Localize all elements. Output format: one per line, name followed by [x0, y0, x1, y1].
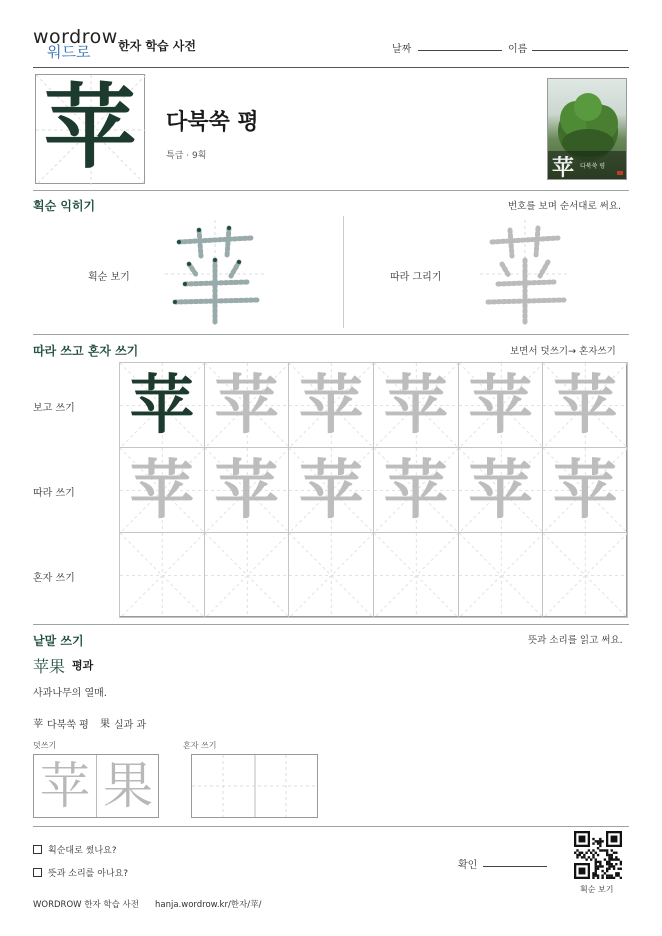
divider-1 — [33, 190, 629, 191]
practice-glyph: 苹 — [468, 453, 533, 528]
stroke-order-diagram — [165, 220, 265, 328]
practice-cell[interactable] — [458, 532, 544, 618]
main-character-box — [35, 74, 145, 184]
stroke-view-label: 획순 보기 — [88, 272, 130, 283]
word-trace-box[interactable] — [33, 754, 159, 818]
image-caption-text: 다북쑥 평 — [580, 163, 606, 170]
name-label: 이름 — [508, 44, 528, 55]
check-2-label: 뜻과 소리를 아나요? — [48, 869, 129, 879]
practice-cell[interactable] — [373, 447, 459, 533]
practice-glyph: 苹 — [553, 453, 618, 528]
practice-section-hint: 보면서 덧쓰기→ 혼자쓰기 — [510, 346, 616, 357]
date-field[interactable] — [418, 50, 502, 51]
date-label: 날짜 — [392, 44, 412, 55]
stroke-trace-box[interactable] — [480, 220, 570, 328]
practice-cell[interactable] — [119, 447, 205, 533]
practice-cell[interactable] — [542, 447, 628, 533]
practice-glyph: 苹 — [383, 453, 448, 528]
divider-3 — [33, 624, 629, 625]
stroke-section-title: 획순 익히기 — [33, 199, 96, 213]
practice-glyph: 苹 — [383, 368, 448, 443]
plant-image — [547, 78, 627, 180]
grade-strokes: 특급 · 9획 — [166, 151, 207, 161]
logo-wordrow: wordrow — [33, 26, 118, 48]
image-badge — [617, 171, 623, 175]
cell-guide — [289, 533, 374, 618]
practice-cell[interactable] — [119, 532, 205, 618]
practice-glyph: 苹 — [214, 453, 279, 528]
image-caption-char: 苹 — [552, 155, 575, 180]
word-char2: 果 — [100, 719, 110, 730]
row-label-view: 보고 쓰기 — [33, 403, 75, 414]
practice-cell[interactable] — [542, 362, 628, 448]
stroke-trace-label: 따라 그리기 — [390, 272, 442, 283]
practice-cell[interactable] — [288, 447, 374, 533]
practice-cell[interactable] — [119, 362, 205, 448]
check-1-label: 획순대로 썼나요? — [48, 846, 117, 856]
footer-brand: WORDROW 한자 학습 사전 — [33, 900, 139, 910]
header-subtitle: 한자 학습 사전 — [118, 39, 196, 53]
practice-cell[interactable] — [288, 532, 374, 618]
name-field[interactable] — [532, 50, 628, 51]
divider-4 — [33, 826, 629, 827]
word-solo-box[interactable] — [191, 754, 318, 818]
practice-cell[interactable] — [373, 362, 459, 448]
practice-cell[interactable] — [204, 362, 290, 448]
practice-glyph: 苹 — [299, 368, 364, 443]
divider-2 — [33, 334, 629, 335]
cell-guide — [205, 533, 290, 618]
cell-guide — [120, 533, 205, 618]
confirm-field[interactable] — [483, 866, 547, 867]
qr-code[interactable] — [574, 831, 622, 879]
row-label-solo: 혼자 쓰기 — [33, 573, 75, 584]
header-divider — [33, 67, 629, 68]
practice-glyph: 苹 — [299, 453, 364, 528]
logo[interactable] — [33, 26, 118, 61]
main-character: 苹 — [43, 73, 136, 181]
footer-url[interactable]: hanja.wordrow.kr/한자/苹/ — [155, 900, 262, 910]
cell-guide — [543, 533, 628, 618]
practice-glyph: 苹 — [214, 368, 279, 443]
practice-cell[interactable] — [542, 532, 628, 618]
word-trace-label: 덧쓰기 — [33, 741, 57, 750]
word-section-hint: 뜻과 소리를 읽고 써요. — [528, 635, 623, 646]
word-section-title: 낱말 쓰기 — [33, 634, 84, 648]
logo-korean: 워드로 — [47, 43, 91, 61]
practice-glyph: 苹 — [129, 368, 194, 443]
checkbox-1[interactable] — [33, 845, 42, 854]
practice-cell[interactable] — [458, 362, 544, 448]
checkbox-2[interactable] — [33, 868, 42, 877]
word-trace-char2: 果 — [103, 757, 153, 815]
word-definition: 사과나무의 열매. — [33, 688, 107, 699]
stroke-section-hint: 번호를 보며 순서대로 써요. — [508, 201, 622, 212]
word-char1-gloss: 다북쑥 평 — [47, 720, 89, 731]
check-item-2[interactable] — [33, 866, 128, 879]
row-label-trace: 따라 쓰기 — [33, 488, 75, 499]
word-solo-label: 혼자 쓰기 — [183, 741, 217, 750]
practice-cell[interactable] — [373, 532, 459, 618]
stroke-section-divider — [343, 216, 344, 328]
practice-cell[interactable] — [288, 362, 374, 448]
meaning-sound: 다북쑥 평 — [166, 110, 259, 135]
word-trace-char1: 苹 — [34, 755, 97, 817]
practice-cell[interactable] — [204, 447, 290, 533]
practice-glyph: 苹 — [553, 368, 618, 443]
word-char2-gloss: 실과 과 — [114, 720, 147, 731]
cell-guide — [459, 533, 544, 618]
practice-section-title: 따라 쓰고 혼자 쓰기 — [33, 344, 139, 358]
qr-label: 획순 보기 — [580, 885, 614, 894]
stroke-trace-diagram — [480, 220, 570, 328]
practice-glyph: 苹 — [468, 368, 533, 443]
practice-glyph: 苹 — [129, 453, 194, 528]
qr-code-icon — [574, 831, 622, 879]
word-solo-guide — [192, 755, 317, 817]
word-hanja: 苹果 — [33, 657, 66, 676]
check-item-1[interactable] — [33, 843, 117, 856]
cell-guide — [374, 533, 459, 618]
word-reading: 평과 — [72, 659, 94, 672]
practice-cell[interactable] — [204, 532, 290, 618]
word-char1: 苹 — [33, 719, 43, 730]
practice-grid — [119, 362, 627, 617]
stroke-view-box — [165, 220, 265, 328]
practice-cell[interactable] — [458, 447, 544, 533]
confirm-label: 확인 — [458, 860, 478, 871]
